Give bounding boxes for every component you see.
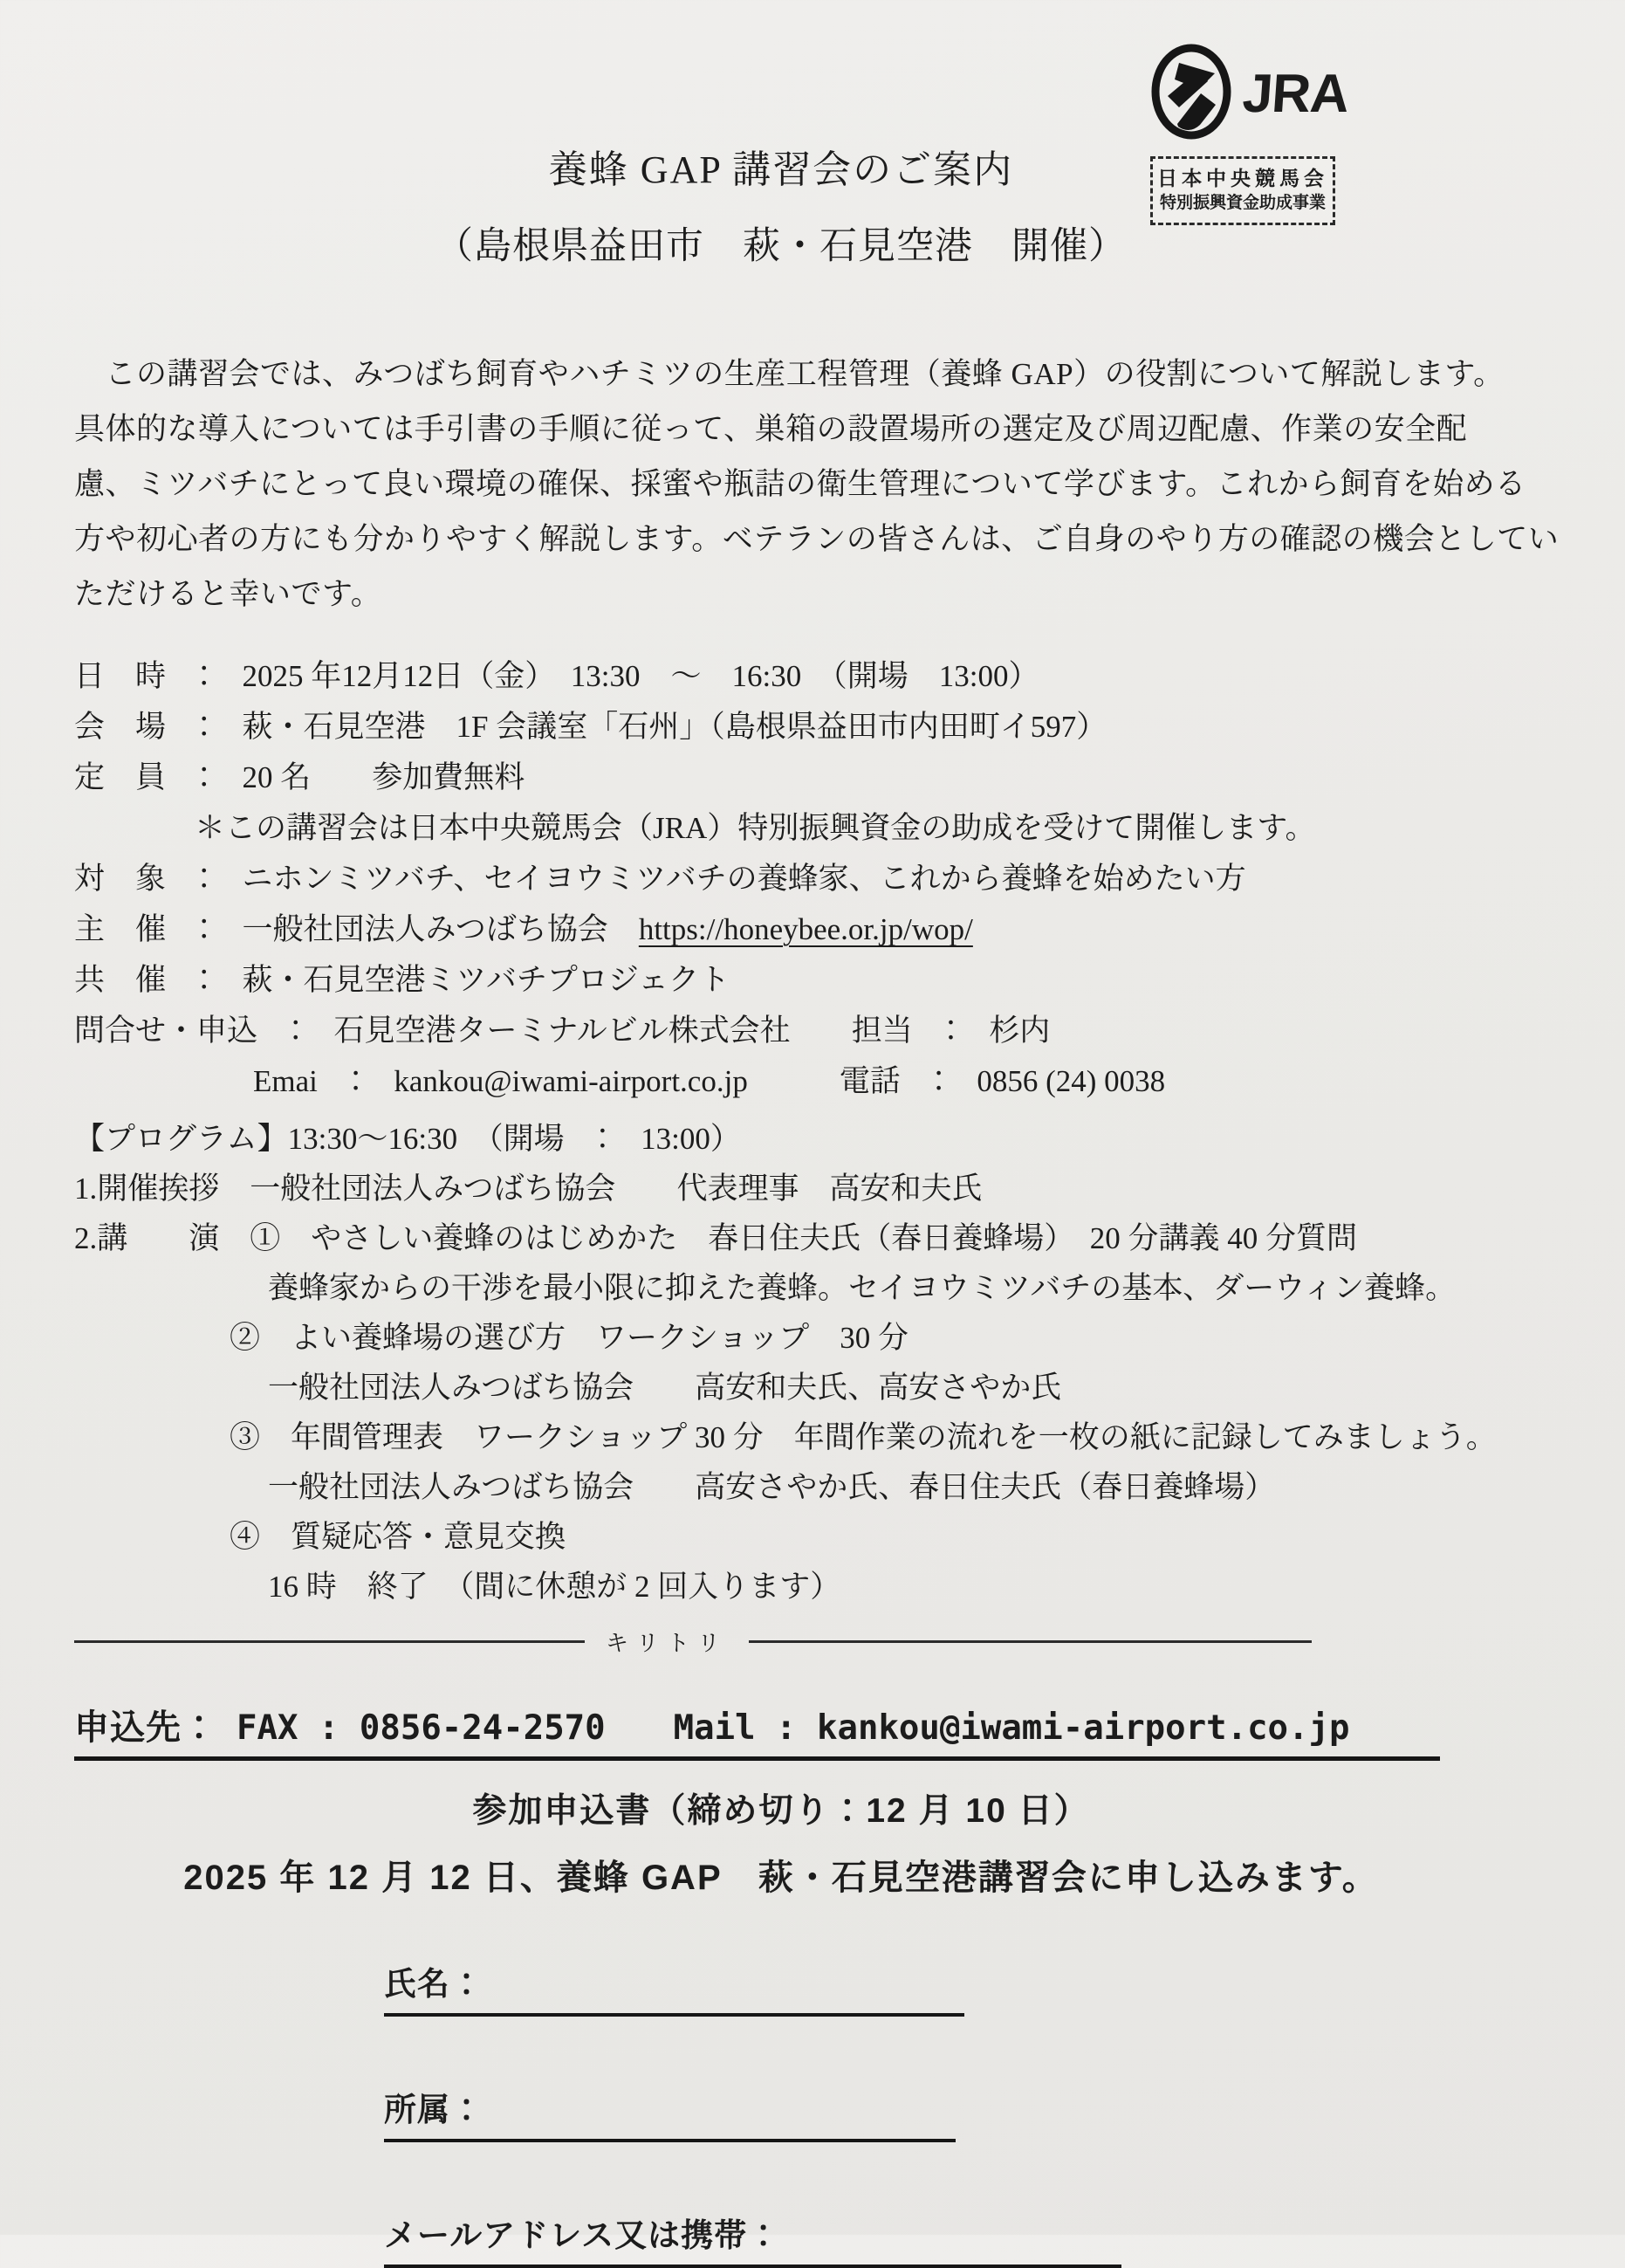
jra-grant-badge: [1150, 40, 1351, 225]
website-link: https://honeybee.or.jp/wop/: [638, 912, 973, 946]
detail-label: 共 催 ：: [74, 963, 243, 997]
detail-value: 一般社団法人みつばち協会: [242, 912, 639, 946]
field-label: メールアドレス又は携帯：: [384, 2217, 781, 2253]
cut-line: [74, 1625, 1348, 1658]
detail-value: 萩・石見空港ミツバチプロジェクト: [242, 963, 730, 997]
program-time: 13:30～16:30 （開場 ： 13:00）: [287, 1122, 741, 1156]
program-line: 2.講 演 ① やさしい養蜂のはじめかた 春日住夫氏（春日養蜂場） 20 分講義 40 分質問: [74, 1221, 1358, 1255]
detail-label: 対 象 ：: [74, 862, 243, 896]
doc-title: 養蜂 GAP 講習会のご案内: [548, 148, 1014, 191]
detail-row-inquiry: [74, 1006, 1562, 1056]
detail-row-organizer: [74, 904, 1562, 955]
detail-row-capacity: [74, 753, 1562, 803]
jra-horse-icon: [1150, 40, 1234, 148]
cut-label: キリトリ: [606, 1631, 729, 1656]
form-title: 参加申込書（締め切り：12 月 10 日）: [472, 1792, 1090, 1830]
program-section: [74, 1114, 1562, 1612]
field-label: 氏名：: [384, 1966, 483, 2002]
event-details: [74, 651, 1562, 1107]
cut-rule: [74, 1640, 585, 1643]
doc-subtitle: （島根県益田市 萩・石見空港 開催）: [435, 226, 1127, 267]
application-section: [74, 1700, 1562, 2268]
program-line: ② よい養蜂場の選び方 ワークショップ 30 分: [230, 1321, 909, 1355]
intro-line: 方や初心者の方にも分かりやすく解説します。ベテランの皆さんは、ご自身のやり方の確認の機会としてい: [74, 522, 1560, 556]
grant-note: ＊この講習会は日本中央競馬会（JRA）特別振興資金の助成を受けて開催します。: [195, 811, 1316, 845]
program-heading: 【プログラム】: [74, 1122, 288, 1156]
submit-line: [74, 1700, 1440, 1761]
jra-grant-box: [1150, 156, 1335, 225]
detail-label: 会 場 ：: [74, 710, 243, 744]
intro-line: この講習会では、みつばち飼育やハチミツの生産工程管理（養蜂 GAP）の役割について解説します。: [74, 357, 1505, 391]
field-affiliation: [384, 2083, 956, 2142]
contact-note: Emai ： kankou@iwami-airport.co.jp 電話 ： 0856 (24) 0038: [253, 1064, 1166, 1098]
fax-mail-contact: FAX : 0856-24-2570 Mail : kankou@iwami-airport.co.jp: [237, 1708, 1350, 1748]
intro-line: 具体的な導入については手引書の手順に従って、巣箱の設置場所の選定及び周辺配慮、作業の安全配: [74, 412, 1468, 446]
program-line: 一般社団法人みつばち協会 高安和夫氏、高安さやか氏: [268, 1371, 1062, 1405]
field-email-or-phone: [384, 2209, 1121, 2268]
program-line: 養蜂家からの干渉を最小限に抑えた養蜂。セイヨウミツバチの基本、ダーウィン養蜂。: [268, 1271, 1457, 1305]
detail-row-coorganizer: [74, 955, 1562, 1006]
intro-line: ただけると幸いです。: [74, 577, 382, 611]
program-line: ③ 年間管理表 ワークショップ 30 分 年間作業の流れを一枚の紙に記録してみましょう。: [230, 1420, 1497, 1454]
detail-label: 日 時 ：: [74, 659, 243, 693]
detail-value: 石見空港ターミナルビル株式会社 担当 ： 杉内: [333, 1014, 1051, 1048]
form-fields: [74, 1957, 1562, 2268]
detail-value: ニホンミツバチ、セイヨウミツバチの養蜂家、これから養蜂を始めたい方: [242, 862, 1246, 896]
field-name: [384, 1957, 964, 2017]
detail-value: 2025 年12月12日（金） 13:30 ～ 16:30 （開場 13:00）: [242, 659, 1039, 693]
intro-line: 慮、ミツバチにとって良い環境の確保、採蜜や瓶詰の衛生管理について学びます。これから飼育を始める: [74, 467, 1526, 501]
application-statement: 2025 年 12 月 12 日、養蜂 GAP 萩・石見空港講習会に申し込みます。: [183, 1859, 1379, 1897]
detail-row-venue: [74, 702, 1562, 753]
detail-label: 定 員 ：: [74, 760, 243, 794]
program-heading-row: [74, 1114, 1562, 1164]
cut-rule: [749, 1640, 1312, 1643]
intro-paragraph: [74, 347, 1562, 622]
detail-label: 主 催 ：: [74, 912, 243, 946]
detail-row-datetime: [74, 651, 1562, 702]
detail-row-audience: [74, 854, 1562, 904]
program-line: ④ 質疑応答・意見交換: [230, 1520, 566, 1554]
jra-logo: [1150, 40, 1351, 148]
jra-grant-org: 日本中央競馬会: [1157, 167, 1328, 189]
program-line: 一般社団法人みつばち協会 高安さやか氏、春日住夫氏（春日養蜂場）: [268, 1470, 1276, 1504]
submit-to-label: 申込先：: [74, 1708, 217, 1747]
field-label: 所属：: [384, 2092, 483, 2127]
detail-value: 萩・石見空港 1F 会議室「石州」（島根県益田市内田町イ597）: [242, 710, 1107, 744]
program-line: 1.開催挨拶 一般社団法人みつばち協会 代表理事 高安和夫氏: [74, 1172, 983, 1206]
detail-label: 問合せ・申込 ：: [74, 1014, 334, 1048]
program-line: 16 時 終了 （間に休憩が 2 回入ります）: [268, 1570, 841, 1604]
jra-grant-program: 特別振興資金助成事業: [1159, 194, 1326, 213]
jra-acronym: JRA: [1240, 64, 1351, 124]
detail-value: 20 名 参加費無料: [242, 760, 525, 794]
